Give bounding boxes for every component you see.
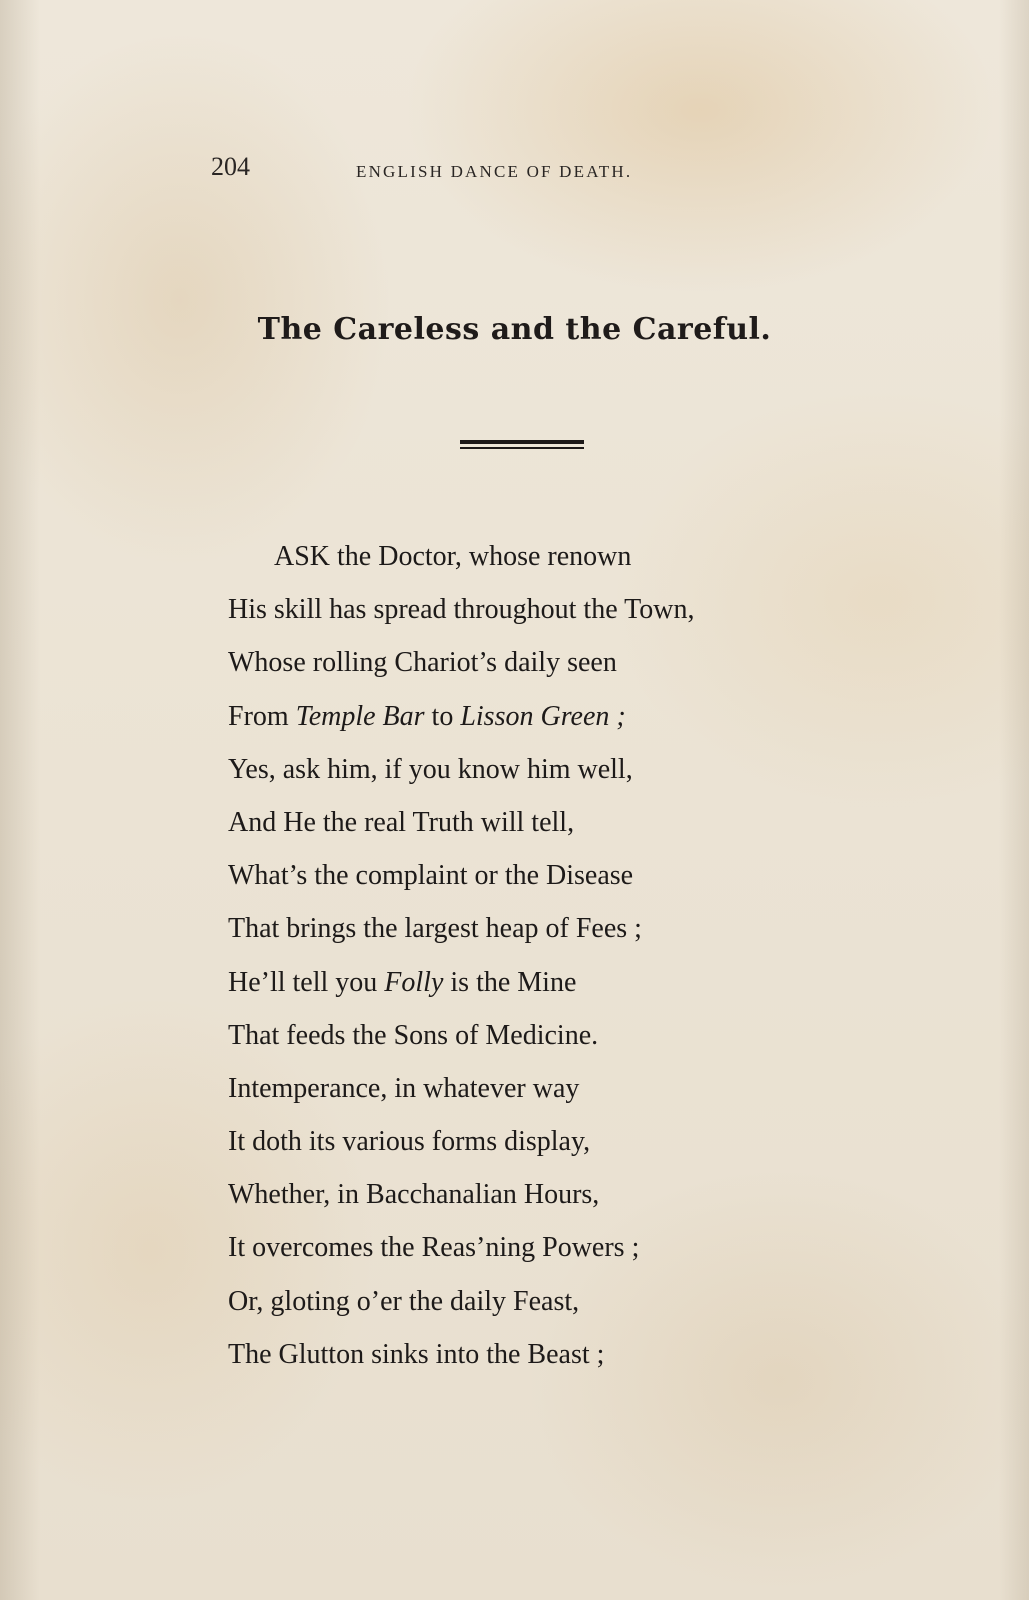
page-number: 204 [211, 152, 250, 181]
page-left-shadow [0, 0, 40, 1600]
poem-line: Whether, in Bacchanalian Hours, [228, 1179, 600, 1211]
poem [228, 530, 868, 1381]
poem-line: From Temple Bar to Lisson Green ; [228, 700, 626, 732]
title-rule-thin [460, 447, 584, 449]
poem-line: That brings the largest heap of Fees ; [228, 913, 642, 945]
poem-line: His skill has spread throughout the Town, [228, 594, 695, 626]
poem-line: The Glutton sinks into the Beast ; [228, 1338, 605, 1370]
poem-line: He’ll tell you Folly is the Mine [228, 966, 577, 998]
poem-line: Intemperance, in whatever way [228, 1072, 580, 1104]
poem-line: What’s the complaint or the Disease [228, 860, 634, 892]
poem-line: That feeds the Sons of Medicine. [228, 1019, 599, 1051]
poem-line: It overcomes the Reas’ning Powers ; [228, 1232, 640, 1264]
poem-line: And He the real Truth will tell, [228, 806, 575, 838]
title-rule [460, 440, 584, 450]
poem-line: Yes, ask him, if you know him well, [228, 753, 633, 785]
running-head [211, 152, 711, 192]
poem-line: Or, gloting o’er the daily Feast, [228, 1285, 580, 1317]
poem-line: It doth its various forms display, [228, 1126, 591, 1158]
running-title: ENGLISH DANCE OF DEATH. [356, 162, 633, 181]
page-right-shadow [999, 0, 1029, 1600]
section-title: The Careless and the Careful. [257, 312, 772, 347]
poem-line: ASK the Doctor, whose renown [274, 541, 632, 572]
title-rule-thick [460, 440, 584, 444]
poem-line: Whose rolling Chariot’s daily seen [228, 647, 617, 679]
